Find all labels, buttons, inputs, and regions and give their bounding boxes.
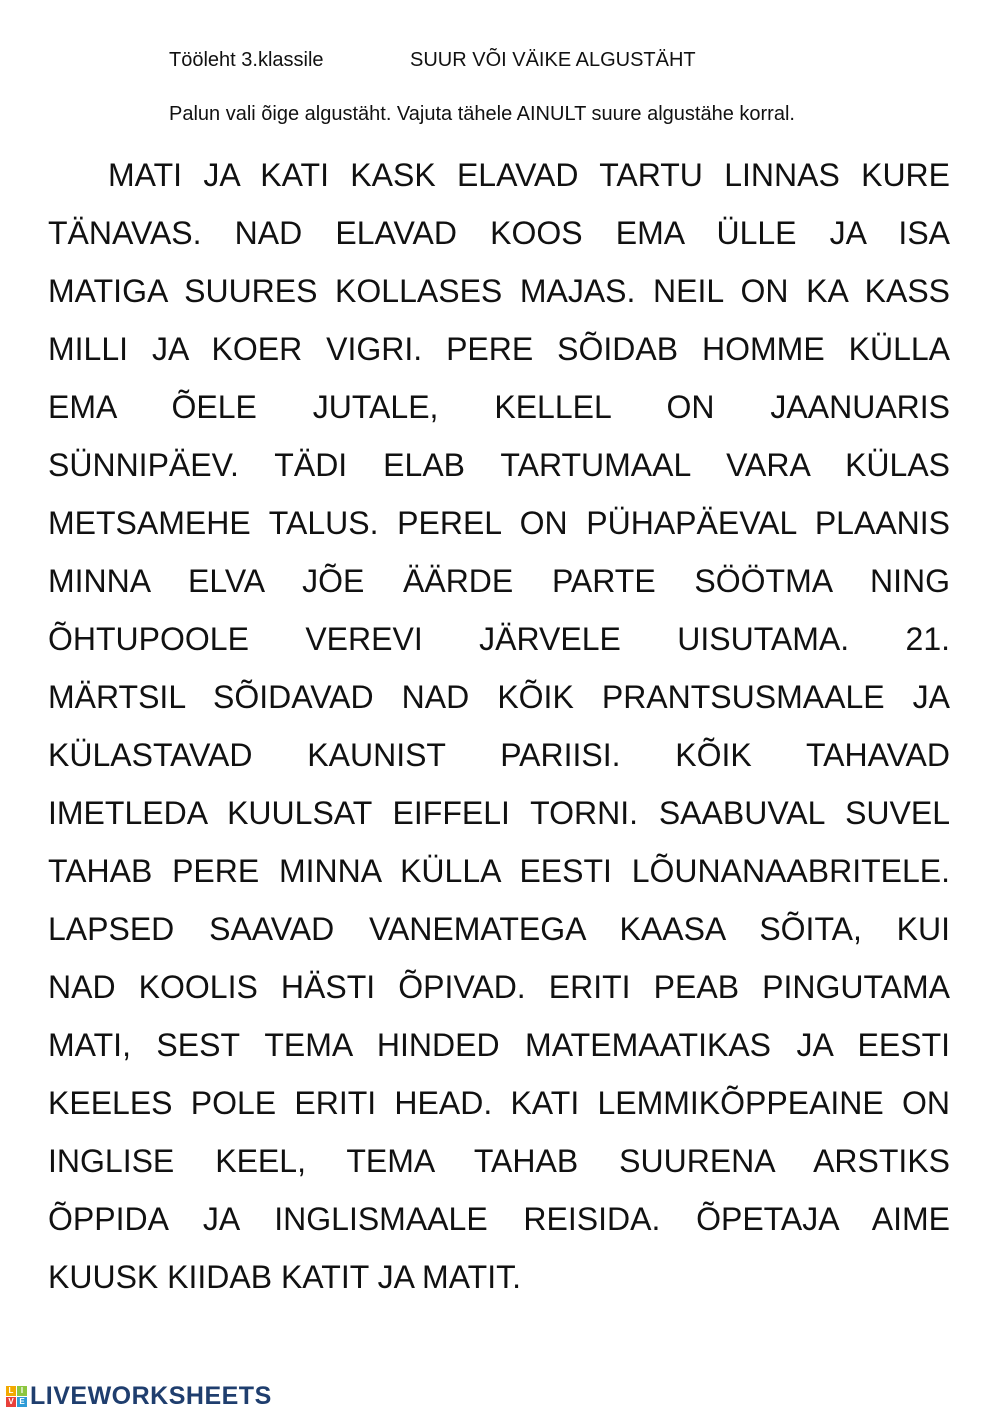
text-line[interactable]: METSAMEHE TALUS. PEREL ON PÜHAPÄEVAL PLAANIS bbox=[48, 505, 950, 541]
text-line[interactable]: TAHAB PERE MINNA KÜLLA EESTI LÕUNANAABRITELE. bbox=[48, 853, 950, 889]
text-line[interactable]: LAPSED SAAVAD VANEMATEGA KAASA SÕITA, KUI bbox=[48, 911, 950, 947]
logo-cube-icon bbox=[6, 1386, 27, 1407]
text-line[interactable]: KUUSK KIIDAB KATIT JA MATIT. bbox=[48, 1259, 521, 1295]
text-line[interactable]: KÜLASTAVAD KAUNIST PARIISI. KÕIK TAHAVAD bbox=[48, 737, 950, 773]
text-line[interactable]: KEELES POLE ERITI HEAD. KATI LEMMIKÕPPEAINE ON bbox=[48, 1085, 950, 1121]
logo-cube-letter: E bbox=[17, 1397, 27, 1407]
logo-text: LIVEWORKSHEETS bbox=[30, 1382, 272, 1410]
worksheet-title: SUUR VÕI VÄIKE ALGUSTÄHT bbox=[410, 49, 696, 71]
worksheet-text bbox=[48, 146, 950, 1306]
text-line[interactable]: MATI, SEST TEMA HINDED MATEMAATIKAS JA EESTI bbox=[48, 1027, 950, 1063]
text-line[interactable]: MATI JA KATI KASK ELAVAD TARTU LINNAS KURE bbox=[108, 157, 950, 193]
text-line[interactable]: EMA ÕELE JUTALE, KELLEL ON JAANUARIS bbox=[48, 389, 950, 425]
text-line[interactable]: MINNA ELVA JÕE ÄÄRDE PARTE SÖÖTMA NING bbox=[48, 563, 950, 599]
text-line[interactable]: MATIGA SUURES KOLLASES MAJAS. NEIL ON KA KASS bbox=[48, 273, 950, 309]
text-line[interactable]: SÜNNIPÄEV. TÄDI ELAB TARTUMAAL VARA KÜLAS bbox=[48, 447, 950, 483]
text-line[interactable]: NAD KOOLIS HÄSTI ÕPIVAD. ERITI PEAB PINGUTAMA bbox=[48, 969, 950, 1005]
instructions: Palun vali õige algustäht. Vajuta tähele AINULT suure algustähe korral. bbox=[169, 103, 795, 125]
text-line[interactable]: MÄRTSIL SÕIDAVAD NAD KÕIK PRANTSUSMAALE JA bbox=[48, 679, 950, 715]
text-line[interactable]: ÕPPIDA JA INGLISMAALE REISIDA. ÕPETAJA AIME bbox=[48, 1201, 950, 1237]
logo-cube-letter: I bbox=[17, 1386, 27, 1396]
text-line[interactable]: INGLISE KEEL, TEMA TAHAB SUURENA ARSTIKS bbox=[48, 1143, 950, 1179]
text-line[interactable]: TÄNAVAS. NAD ELAVAD KOOS EMA ÜLLE JA ISA bbox=[48, 215, 950, 251]
text-line[interactable]: ÕHTUPOOLE VEREVI JÄRVELE UISUTAMA. 21. bbox=[48, 621, 950, 657]
text-line[interactable]: MILLI JA KOER VIGRI. PERE SÕIDAB HOMME KÜLLA bbox=[48, 331, 950, 367]
logo-cube-letter: V bbox=[6, 1397, 16, 1407]
liveworksheets-logo bbox=[6, 1382, 272, 1411]
text-line[interactable]: IMETLEDA KUULSAT EIFFELI TORNI. SAABUVAL SUVEL bbox=[48, 795, 950, 831]
worksheet-grade-label: Tööleht 3.klassile bbox=[169, 49, 324, 71]
logo-cube-letter: L bbox=[6, 1386, 16, 1396]
